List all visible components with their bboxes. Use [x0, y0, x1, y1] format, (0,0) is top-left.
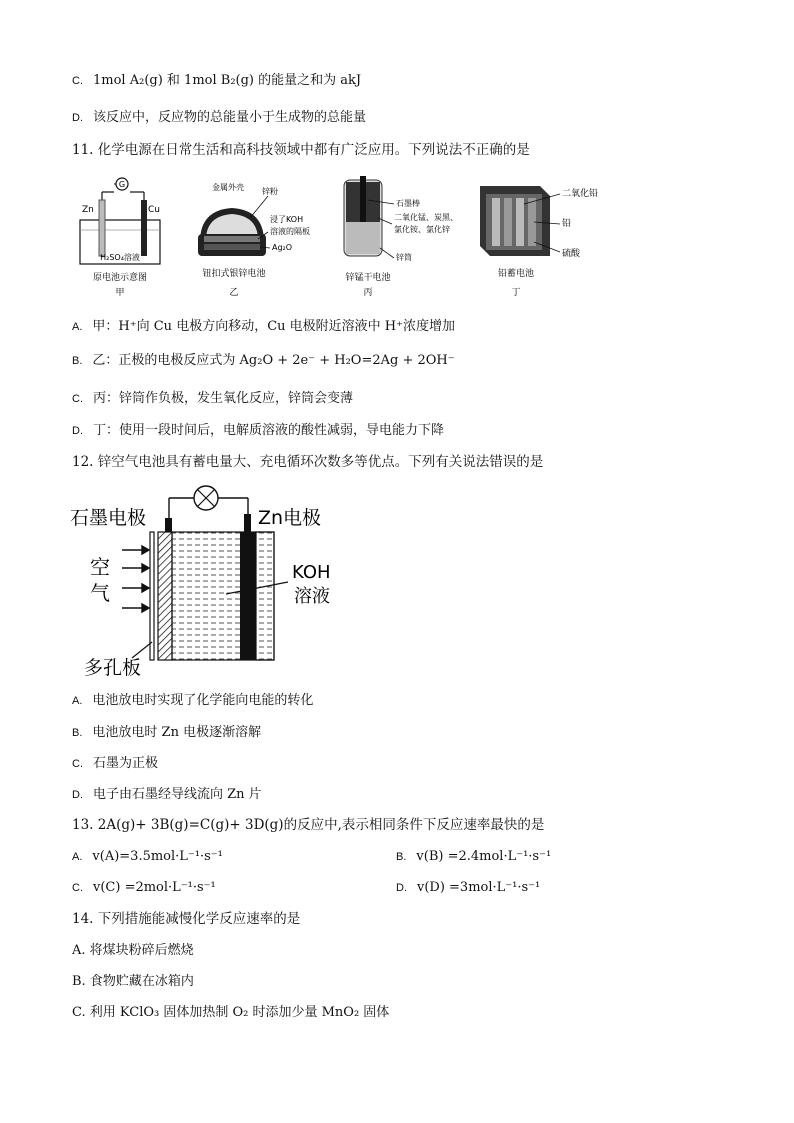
option-label: B. [396, 851, 407, 863]
option-label: A. [72, 695, 83, 707]
q12-option-a [72, 692, 313, 710]
name-ding: 丁 [511, 288, 521, 298]
name-bing: 丙 [363, 288, 373, 298]
q10-option-d [72, 109, 366, 127]
option-text: v(C) =2mol·L⁻¹·s⁻¹ [93, 880, 216, 895]
option-text: v(B) =2.4mol·L⁻¹·s⁻¹ [416, 849, 552, 864]
figure-yi [198, 182, 310, 298]
q12-option-d [72, 786, 262, 804]
option-label: A. [72, 321, 83, 333]
cu-label: Cu [148, 205, 160, 215]
koh-label: KOH [292, 562, 331, 583]
pbo2-label: 二氧化铅 [562, 189, 599, 199]
figure-bing [344, 176, 458, 298]
zn-electrode-label: Zn电极 [258, 507, 322, 529]
option-label: D. [72, 789, 83, 801]
option-label: C. [72, 758, 83, 770]
air-arrow-icons [122, 546, 149, 612]
sulfuric-acid-label: 硫酸 [562, 249, 581, 259]
figure-jia [80, 178, 160, 298]
option-text: 该反应中，反应物的总能量小于生成物的总能量 [93, 110, 367, 125]
q11-figure [72, 172, 632, 304]
q12-option-c [72, 755, 158, 773]
caption-ding: 铅蓄电池 [497, 269, 535, 279]
option-label: B. [72, 727, 83, 739]
q14-option-c: C. 利用 KClO₃ 固体加热制 O₂ 时添加少量 MnO₂ 固体 [72, 1005, 390, 1020]
q14-stem: 14. 下列措施能减慢化学反应速率的是 [72, 911, 301, 927]
q12-option-b [72, 724, 261, 742]
separator-label-1: 浸了KOH [270, 215, 304, 224]
option-label: D. [72, 425, 83, 437]
ag2o-label: Ag₂O [272, 243, 293, 252]
option-text: 丙：锌筒作负极，发生氧化反应，锌筒会变薄 [93, 391, 354, 406]
q14-option-a: A. 将煤块粉碎后燃烧 [72, 943, 194, 958]
q12-stem: 12. 锌空气电池具有蓄电量大、充电循环次数多等优点。下列有关说法错误的是 [72, 454, 544, 470]
graphite-electrode-label: 石墨电极 [70, 507, 147, 529]
zn-label: Zn [82, 205, 94, 215]
graphite-rod-label: 石墨棒 [396, 199, 420, 208]
q13-option-a [72, 848, 223, 866]
option-label: B. [72, 355, 83, 367]
q13-option-b [396, 848, 551, 866]
separator-label-2: 溶液的隔板 [270, 227, 310, 236]
caption-yi: 钮扣式银锌电池 [202, 269, 266, 279]
caption-bing: 锌锰干电池 [345, 273, 391, 283]
air-label-1: 空 [90, 555, 110, 579]
solution-label: H₂SO₄溶液 [100, 253, 140, 262]
option-text: 电池放电时实现了化学能向电能的转化 [92, 693, 314, 708]
option-text: 甲：H⁺向 Cu 电极方向移动，Cu 电极附近溶液中 H⁺浓度增加 [92, 319, 455, 334]
option-label: D. [396, 882, 407, 894]
option-label: C. [72, 393, 83, 405]
q12-figure [66, 482, 356, 682]
option-text: 电池放电时 Zn 电极逐渐溶解 [92, 725, 262, 740]
option-label: A. [72, 851, 83, 863]
option-text: 1mol A₂(g) 和 1mol B₂(g) 的能量之和为 akJ [93, 73, 362, 88]
option-label: C. [72, 882, 83, 894]
shell-label: 金属外壳 [212, 183, 244, 192]
q11-option-a [72, 318, 455, 336]
q11-option-d [72, 422, 444, 440]
porous-plate-label: 多孔板 [84, 657, 142, 679]
q10-option-c [72, 72, 361, 90]
option-label: D. [72, 112, 83, 124]
mixture-label-1: 二氧化锰、炭黑、 [394, 213, 458, 222]
air-label-2: 气 [90, 581, 110, 605]
option-text: 丁：使用一段时间后，电解质溶液的酸性减弱，导电能力下降 [93, 423, 445, 438]
option-text: 电子由石墨经导线流向 Zn 片 [93, 787, 262, 802]
q11-option-b [72, 352, 455, 370]
option-text: v(D) =3mol·L⁻¹·s⁻¹ [417, 880, 541, 895]
option-text: 乙：正极的电极反应式为 Ag₂O + 2e⁻ + H₂O=2Ag + 2OH⁻ [92, 353, 455, 368]
option-text: 石墨为正极 [93, 756, 159, 771]
q13-option-c [72, 879, 216, 897]
q13-option-d [396, 879, 540, 897]
lead-label: 铅 [562, 219, 572, 229]
solution-label: 溶液 [294, 586, 330, 607]
q13-stem: 13. 2A(g)+ 3B(g)=C(g)+ 3D(g)的反应中,表示相同条件下反应速率最快的是 [72, 817, 545, 833]
galvanometer-label: G [118, 180, 126, 189]
caption-jia: 原电池示意图 [92, 273, 148, 283]
q14-option-b: B. 食物贮藏在冰箱内 [72, 974, 194, 989]
q11-stem: 11. 化学电源在日常生活和高科技领域中都有广泛应用。下列说法不正确的是 [72, 142, 530, 158]
zinc-can-label: 锌筒 [396, 253, 412, 262]
option-label: C. [72, 75, 83, 87]
name-jia: 甲 [115, 288, 125, 298]
name-yi: 乙 [229, 288, 239, 298]
option-text: v(A)=3.5mol·L⁻¹·s⁻¹ [92, 849, 223, 864]
figure-ding [480, 186, 598, 298]
mixture-label-2: 氯化铵、氯化锌 [394, 225, 450, 234]
zinc-powder-label: 锌粉 [262, 187, 278, 196]
q11-option-c [72, 390, 353, 408]
